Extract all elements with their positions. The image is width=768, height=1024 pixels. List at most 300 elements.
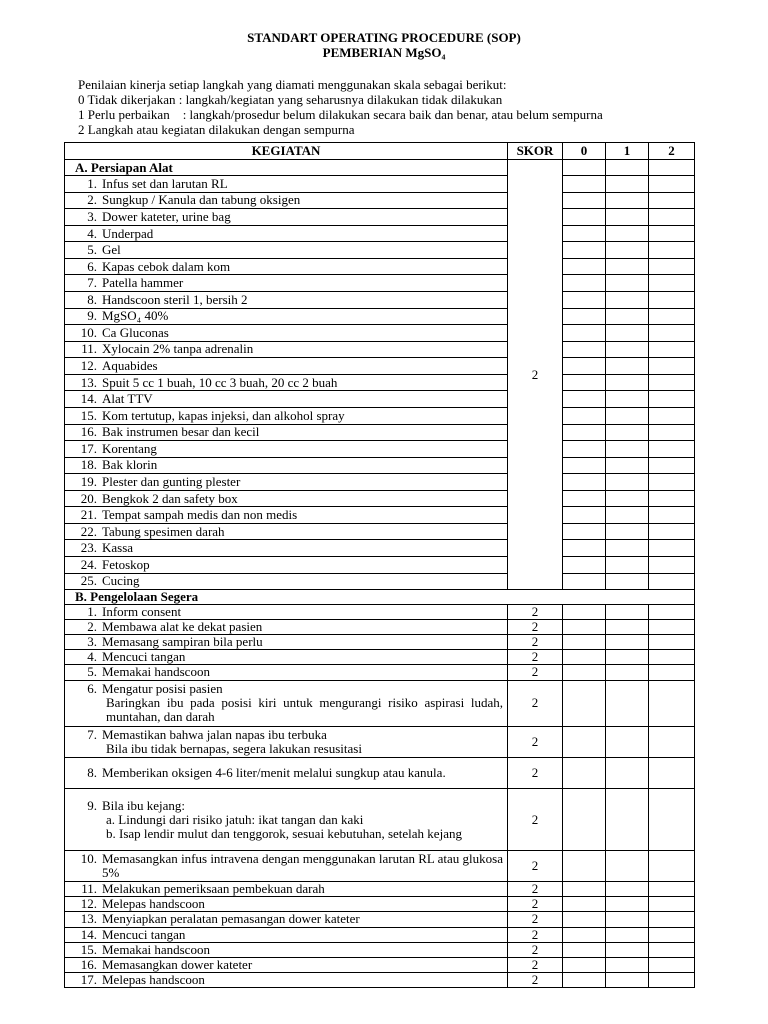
score-1-cell[interactable] [606, 726, 649, 757]
item-cell [65, 635, 508, 650]
item-line [69, 973, 503, 987]
score-1-cell[interactable] [606, 341, 649, 358]
score-0-cell[interactable] [563, 308, 606, 325]
score-2-cell[interactable] [649, 650, 695, 665]
score-1-cell[interactable] [606, 650, 649, 665]
item-line [69, 766, 503, 780]
item-text: Melakukan pemeriksaan pembekuan darah [102, 881, 325, 897]
score-1-cell[interactable] [606, 680, 649, 726]
score-2-cell[interactable] [649, 407, 695, 424]
score-2-cell[interactable] [649, 942, 695, 957]
table-row [65, 726, 695, 757]
score-1-cell[interactable] [606, 665, 649, 680]
score-1-cell[interactable] [606, 851, 649, 882]
table-row [65, 912, 695, 927]
item-number: 3. [87, 208, 97, 224]
item-cell [65, 209, 508, 226]
item-cell [65, 292, 508, 309]
item-number: 15. [80, 407, 97, 423]
item-number: 25. [80, 573, 97, 589]
item-text: Tabung spesimen darah [102, 523, 225, 539]
score-0-cell[interactable] [563, 242, 606, 259]
score-2-cell[interactable] [649, 490, 695, 507]
item-cell [65, 972, 508, 987]
score-2-cell[interactable] [649, 605, 695, 620]
score-2-cell[interactable] [649, 242, 695, 259]
item-line [69, 620, 503, 634]
score-0-cell[interactable] [563, 942, 606, 957]
item-number: 13. [80, 374, 97, 390]
score-0-cell[interactable] [563, 490, 606, 507]
table-row [65, 557, 695, 574]
table-row [65, 275, 695, 292]
item-skor: 2 [508, 927, 563, 942]
score-2-cell[interactable] [649, 176, 695, 193]
score-1-cell[interactable] [606, 882, 649, 897]
item-number: 7. [87, 275, 97, 291]
item-text: Gel [102, 242, 121, 258]
item-text: Mengatur posisi pasien [102, 681, 223, 697]
item-number: 21. [80, 507, 97, 523]
table-row [65, 242, 695, 259]
table-row [65, 407, 695, 424]
score-0-cell[interactable] [563, 897, 606, 912]
score-0-cell[interactable] [563, 650, 606, 665]
item-text: Memasangkan dower kateter [102, 956, 253, 972]
item-text: Cucing [102, 573, 140, 589]
score-1-cell[interactable] [606, 605, 649, 620]
table-row [65, 209, 695, 226]
item-line [69, 882, 503, 896]
score-2-cell[interactable] [649, 523, 695, 540]
item-cell [65, 258, 508, 275]
score-0-cell[interactable] [563, 882, 606, 897]
table-row [65, 391, 695, 408]
score-0-cell[interactable] [563, 573, 606, 590]
score-0-cell[interactable] [563, 176, 606, 193]
score-2-cell[interactable] [649, 275, 695, 292]
score-1-cell[interactable] [606, 374, 649, 391]
score-1-cell[interactable] [606, 441, 649, 458]
table-row [65, 424, 695, 441]
page-title: STANDART OPERATING PROCEDURE (SOP) [247, 30, 521, 45]
item-skor: 2 [508, 957, 563, 972]
item-cell [65, 374, 508, 391]
item-text: Bak klorin [102, 457, 158, 473]
table-row [65, 957, 695, 972]
item-number: 12. [80, 896, 97, 912]
item-number: 15. [80, 941, 97, 957]
score-0-cell[interactable] [563, 407, 606, 424]
table-row [65, 341, 695, 358]
score-0-cell[interactable] [563, 620, 606, 635]
item-cell [65, 176, 508, 193]
table-row [65, 882, 695, 897]
item-number: 22. [80, 523, 97, 539]
section-b-row [65, 590, 695, 605]
score-2-cell[interactable] [649, 192, 695, 209]
score-2-cell[interactable] [649, 258, 695, 275]
score-1-cell[interactable] [606, 557, 649, 574]
score-0-cell[interactable] [563, 726, 606, 757]
table-row [65, 258, 695, 275]
item-cell [65, 490, 508, 507]
score-2-cell[interactable] [649, 912, 695, 927]
item-detail: Bila ibu tidak bernapas, segera lakukan resusitasi [106, 740, 362, 756]
item-cell [65, 957, 508, 972]
score-1-cell[interactable] [606, 358, 649, 375]
item-sub-b: b. Isap lendir mulut dan tenggorok, sesuai kebutuhan, setelah kejang [106, 825, 462, 841]
item-cell [65, 680, 508, 726]
table-row [65, 374, 695, 391]
item-text: Kom tertutup, kapas injeksi, dan alkohol spray [102, 407, 345, 423]
item-text: Underpad [102, 225, 154, 241]
item-text: Memasangkan infus intravena dengan menggunakan larutan RL atau glukosa 5% [102, 851, 503, 881]
item-number: 16. [80, 956, 97, 972]
item-cell [65, 573, 508, 590]
item-text: Memastikan bahwa jalan napas ibu terbuka [102, 726, 327, 742]
item-cell [65, 788, 508, 850]
score-1-cell[interactable] [606, 407, 649, 424]
item-line [69, 635, 503, 649]
item-text: Menyiapkan peralatan pemasangan dower kateter [102, 911, 360, 927]
item-text: Sungkup / Kanula dan tabung oksigen [102, 192, 301, 208]
score-2-cell[interactable] [649, 209, 695, 226]
score-0-cell[interactable] [563, 605, 606, 620]
item-text: Memberikan oksigen 4-6 liter/menit melalui sungkup atau kanula. [102, 764, 446, 780]
table-row [65, 308, 695, 325]
item-number: 5. [87, 664, 97, 680]
item-cell [65, 912, 508, 927]
score-0-cell[interactable] [563, 325, 606, 342]
score-0-cell[interactable] [563, 292, 606, 309]
score-2-cell[interactable] [649, 308, 695, 325]
score-0-cell[interactable] [563, 851, 606, 882]
item-cell [65, 441, 508, 458]
item-text: Spuit 5 cc 1 buah, 10 cc 3 buah, 20 cc 2 buah [102, 374, 338, 390]
score-0-cell[interactable] [563, 275, 606, 292]
sop-table [64, 142, 695, 988]
score-2-cell[interactable] [649, 424, 695, 441]
score-2-cell[interactable] [649, 225, 695, 242]
item-number: 11. [81, 881, 97, 897]
score-2-cell[interactable] [649, 391, 695, 408]
item-skor: 2 [508, 680, 563, 726]
score-0-cell[interactable] [563, 912, 606, 927]
item-number: 10. [80, 851, 97, 867]
score-0-cell[interactable] [563, 258, 606, 275]
item-number: 8. [87, 291, 97, 307]
item-cell [65, 507, 508, 524]
score-2-cell[interactable] [649, 441, 695, 458]
score-2-cell[interactable] [649, 507, 695, 524]
score-0-cell[interactable] [563, 160, 606, 176]
score-2-cell[interactable] [649, 957, 695, 972]
item-cell [65, 424, 508, 441]
item-text: Kassa [102, 540, 134, 556]
score-0-cell[interactable] [563, 192, 606, 209]
score-2-cell[interactable] [649, 882, 695, 897]
item-skor: 2 [508, 605, 563, 620]
score-0-cell[interactable] [563, 927, 606, 942]
item-cell [65, 605, 508, 620]
item-text: Memakai handscoon [102, 664, 210, 680]
score-0-cell[interactable] [563, 523, 606, 540]
item-line [69, 682, 503, 696]
item-text: Melepas handscoon [102, 971, 205, 987]
score-1-cell[interactable] [606, 258, 649, 275]
score-0-cell[interactable] [563, 757, 606, 788]
table-row [65, 507, 695, 524]
item-text: Melepas handscoon [102, 896, 205, 912]
score-1-cell[interactable] [606, 308, 649, 325]
item-text: Dower kateter, urine bag [102, 208, 231, 224]
score-1-cell[interactable] [606, 192, 649, 209]
item-cell [65, 275, 508, 292]
score-2-cell[interactable] [649, 927, 695, 942]
score-0-cell[interactable] [563, 507, 606, 524]
item-text: Infus set dan larutan RL [102, 175, 228, 191]
item-text: Korentang [102, 440, 157, 456]
score-0-cell[interactable] [563, 358, 606, 375]
item-cell [65, 325, 508, 342]
score-1-cell[interactable] [606, 972, 649, 987]
score-2-cell[interactable] [649, 374, 695, 391]
score-1-cell[interactable] [606, 424, 649, 441]
score-1-cell[interactable] [606, 757, 649, 788]
score-0-cell[interactable] [563, 474, 606, 491]
item-line [69, 605, 503, 619]
item-number: 18. [80, 457, 97, 473]
score-1-cell[interactable] [606, 176, 649, 193]
score-1-cell[interactable] [606, 957, 649, 972]
page-subtitle: PEMBERIAN MgSO₄ [322, 45, 446, 60]
score-2-cell[interactable] [649, 757, 695, 788]
score-1-cell[interactable] [606, 507, 649, 524]
header-kegiatan: KEGIATAN [65, 143, 508, 160]
table-row [65, 474, 695, 491]
score-2-cell[interactable] [649, 851, 695, 882]
table-row [65, 650, 695, 665]
score-1-cell[interactable] [606, 523, 649, 540]
item-skor: 2 [508, 726, 563, 757]
item-number: 12. [80, 358, 97, 374]
item-detail: Baringkan ibu pada posisi kiri untuk mengurangi risiko aspirasi ludah, muntahan, dan darah [106, 695, 503, 725]
item-skor: 2 [508, 972, 563, 987]
item-cell [65, 523, 508, 540]
score-1-cell[interactable] [606, 620, 649, 635]
item-text: MgSO₄ 40% [102, 308, 169, 324]
item-number: 6. [87, 258, 97, 274]
item-cell [65, 897, 508, 912]
item-text: Mencuci tangan [102, 649, 186, 665]
item-cell [65, 358, 508, 375]
item-cell [65, 407, 508, 424]
item-text: Bak instrumen besar dan kecil [102, 424, 260, 440]
item-number: 7. [87, 726, 97, 742]
score-1-cell[interactable] [606, 788, 649, 850]
score-0-cell[interactable] [563, 225, 606, 242]
score-2-cell[interactable] [649, 620, 695, 635]
item-text: Memakai handscoon [102, 941, 210, 957]
item-text: Memasang sampiran bila perlu [102, 634, 263, 650]
score-2-cell[interactable] [649, 788, 695, 850]
score-2-cell[interactable] [649, 474, 695, 491]
intro-line: 0 Tidak dikerjakan : langkah/kegiatan yang seharusnya dilakukan tidak dilakukan [78, 92, 503, 107]
item-text: Mencuci tangan [102, 926, 186, 942]
score-0-cell[interactable] [563, 680, 606, 726]
score-1-cell[interactable] [606, 391, 649, 408]
score-0-cell[interactable] [563, 424, 606, 441]
table-row [65, 605, 695, 620]
score-1-cell[interactable] [606, 927, 649, 942]
section-a-row [65, 160, 695, 176]
score-2-cell[interactable] [649, 897, 695, 912]
table-row [65, 788, 695, 850]
score-1-cell[interactable] [606, 573, 649, 590]
score-2-cell[interactable] [649, 325, 695, 342]
score-0-cell[interactable] [563, 972, 606, 987]
item-text: Xylocain 2% tanpa adrenalin [102, 341, 254, 357]
item-text: Bengkok 2 dan safety box [102, 490, 238, 506]
intro-line: Penilaian kinerja setiap langkah yang diamati menggunakan skala sebagai berikut: [78, 77, 507, 92]
score-2-cell[interactable] [649, 726, 695, 757]
score-0-cell[interactable] [563, 788, 606, 850]
score-2-cell[interactable] [649, 557, 695, 574]
table-row [65, 942, 695, 957]
table-row [65, 620, 695, 635]
section-a-skor: 2 [508, 160, 563, 590]
score-1-cell[interactable] [606, 242, 649, 259]
score-0-cell[interactable] [563, 557, 606, 574]
item-text: Kapas cebok dalam kom [102, 258, 231, 274]
score-2-cell[interactable] [649, 160, 695, 176]
score-1-cell[interactable] [606, 325, 649, 342]
score-2-cell[interactable] [649, 540, 695, 557]
item-number: 2. [87, 619, 97, 635]
score-1-cell[interactable] [606, 490, 649, 507]
score-2-cell[interactable] [649, 635, 695, 650]
item-number: 17. [80, 440, 97, 456]
item-cell [65, 391, 508, 408]
score-1-cell[interactable] [606, 912, 649, 927]
item-skor: 2 [508, 620, 563, 635]
item-number: 13. [80, 911, 97, 927]
item-number: 17. [80, 971, 97, 987]
item-text: Fetoskop [102, 556, 150, 572]
score-1-cell[interactable] [606, 635, 649, 650]
item-text: Bila ibu kejang: [102, 797, 186, 813]
table-row [65, 851, 695, 882]
item-number: 23. [80, 540, 97, 556]
score-0-cell[interactable] [563, 457, 606, 474]
table-row [65, 635, 695, 650]
item-number: 14. [80, 391, 97, 407]
item-number: 19. [80, 473, 97, 489]
table-row [65, 757, 695, 788]
item-line [69, 650, 503, 664]
item-cell [65, 341, 508, 358]
score-0-cell[interactable] [563, 540, 606, 557]
score-1-cell[interactable] [606, 942, 649, 957]
score-0-cell[interactable] [563, 441, 606, 458]
score-2-cell[interactable] [649, 292, 695, 309]
score-0-cell[interactable] [563, 665, 606, 680]
score-0-cell[interactable] [563, 209, 606, 226]
score-0-cell[interactable] [563, 635, 606, 650]
score-0-cell[interactable] [563, 374, 606, 391]
score-0-cell[interactable] [563, 957, 606, 972]
item-cell [65, 242, 508, 259]
table-row [65, 573, 695, 590]
table-row [65, 927, 695, 942]
item-number: 8. [87, 764, 97, 780]
score-2-cell[interactable] [649, 665, 695, 680]
table-row [65, 176, 695, 193]
item-cell [65, 308, 508, 325]
score-1-cell[interactable] [606, 275, 649, 292]
item-skor: 2 [508, 650, 563, 665]
score-1-cell[interactable] [606, 474, 649, 491]
score-1-cell[interactable] [606, 540, 649, 557]
item-number: 4. [87, 649, 97, 665]
table-row [65, 540, 695, 557]
item-skor: 2 [508, 635, 563, 650]
item-cell [65, 650, 508, 665]
header-score-2: 2 [649, 143, 695, 160]
item-text: Ca Gluconas [102, 324, 169, 340]
item-skor: 2 [508, 912, 563, 927]
score-1-cell[interactable] [606, 160, 649, 176]
header-score-0: 0 [563, 143, 606, 160]
item-cell [65, 882, 508, 897]
item-line [69, 928, 503, 942]
item-text: Handscoon steril 1, bersih 2 [102, 291, 248, 307]
table-row [65, 972, 695, 987]
score-1-cell[interactable] [606, 209, 649, 226]
score-0-cell[interactable] [563, 341, 606, 358]
score-2-cell[interactable] [649, 573, 695, 590]
item-skor: 2 [508, 942, 563, 957]
section-b-title: B. Pengelolaan Segera [65, 590, 695, 605]
score-1-cell[interactable] [606, 457, 649, 474]
item-line [69, 799, 503, 813]
score-2-cell[interactable] [649, 680, 695, 726]
item-text: Tempat sampah medis dan non medis [102, 507, 298, 523]
item-cell [65, 557, 508, 574]
score-2-cell[interactable] [649, 358, 695, 375]
score-2-cell[interactable] [649, 972, 695, 987]
item-cell [65, 851, 508, 882]
item-skor: 2 [508, 757, 563, 788]
item-text: Inform consent [102, 604, 182, 620]
score-0-cell[interactable] [563, 391, 606, 408]
score-1-cell[interactable] [606, 897, 649, 912]
score-2-cell[interactable] [649, 341, 695, 358]
table-row [65, 665, 695, 680]
score-1-cell[interactable] [606, 292, 649, 309]
table-header-row [65, 143, 695, 160]
item-text: Patella hammer [102, 275, 184, 291]
intro-line: 1 Perlu perbaikan : langkah/prosedur belum dilakukan secara baik dan benar, atau belum sempurna [78, 107, 603, 122]
item-skor: 2 [508, 882, 563, 897]
item-number: 11. [81, 341, 97, 357]
item-text: Alat TTV [102, 391, 153, 407]
score-2-cell[interactable] [649, 457, 695, 474]
item-number: 5. [87, 242, 97, 258]
score-1-cell[interactable] [606, 225, 649, 242]
item-cell [65, 726, 508, 757]
